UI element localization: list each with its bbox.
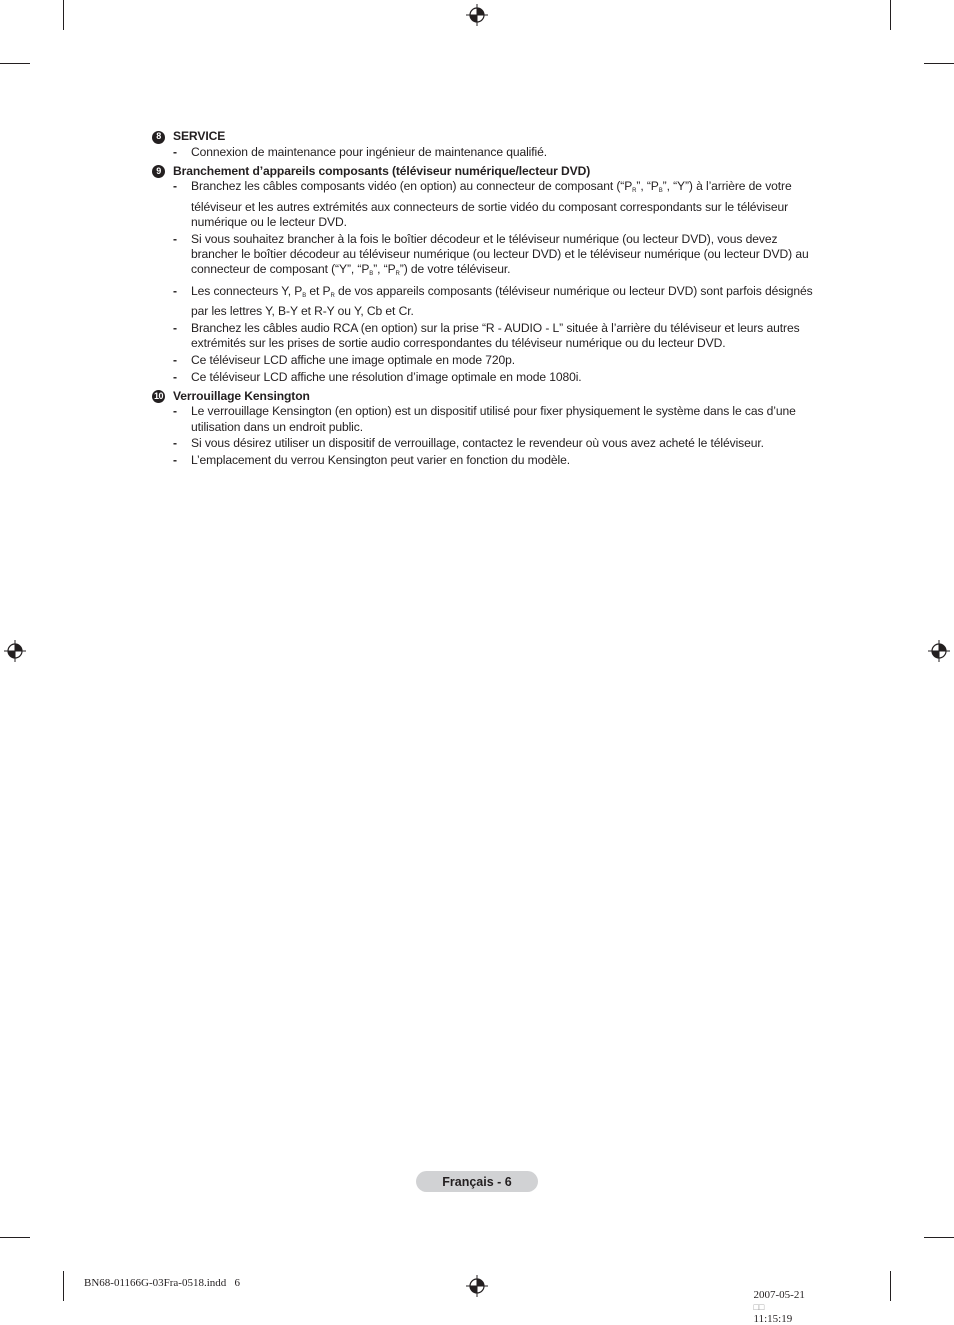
list-item xyxy=(173,453,827,468)
crop-mark-top-right-h xyxy=(924,63,954,64)
page-number-label: Français - 6 xyxy=(416,1171,538,1192)
registration-mark-bottom-icon xyxy=(466,1275,488,1297)
list-item xyxy=(173,179,827,230)
section-title: Branchement d’appareils composants (téléviseur numérique/lecteur DVD) xyxy=(173,163,591,178)
list-item-text: Ce téléviseur LCD affiche une image optimale en mode 720p. xyxy=(191,353,516,368)
manual-content xyxy=(152,129,827,472)
list-item xyxy=(173,370,827,385)
list-item-text: L’emplacement du verrou Kensington peut varier en fonction du modèle. xyxy=(191,453,570,468)
crop-mark-bottom-left xyxy=(63,1271,64,1301)
list-item-text: Connexion de maintenance pour ingénieur de maintenance qualifié. xyxy=(191,145,547,159)
section-title: SERVICE xyxy=(173,129,226,144)
crop-mark-top-right xyxy=(890,0,891,30)
crop-mark-top-left xyxy=(63,0,64,30)
bullet-dash: - xyxy=(173,321,177,336)
section-heading xyxy=(152,129,827,145)
section-number-badge: 9 xyxy=(152,165,165,178)
list-item-text: Si vous souhaitez brancher à la fois le boîtier décodeur et le téléviseur numérique (ou lecteur DVD), vous devez brancher le boîtier décodeur au téléviseur numérique (ou lecteur DVD) et le téléviseur numérique (ou lecteur DVD) au connecteur de composant (“Y”, “$P_B$”, “$P_R$”) de votre téléviseur. xyxy=(191,231,809,278)
bullet-dash: - xyxy=(173,436,177,451)
section-number-badge: 8 xyxy=(152,131,165,144)
slug-datetime xyxy=(748,1277,805,1325)
list-item xyxy=(173,284,827,320)
bullet-dash: - xyxy=(173,179,177,194)
list-item xyxy=(173,232,827,283)
section-heading xyxy=(152,163,827,179)
bullet-dash: - xyxy=(173,231,177,246)
bullet-dash: - xyxy=(173,284,177,299)
section-service xyxy=(152,129,827,160)
registration-mark-right-icon xyxy=(928,640,950,662)
bullet-dash: - xyxy=(173,453,177,468)
list-item xyxy=(173,321,827,352)
list-item-text: Les connecteurs Y, $P_B$ et $P_R$ de vos appareils composants (téléviseur numérique ou lecteur DVD) sont parfois désignés par les lettres Y, B-Y et R-Y ou Y, Cb et Cr. xyxy=(191,284,813,319)
list-item-text: Ce téléviseur LCD affiche une résolution d’image optimale en mode 1080i. xyxy=(191,370,582,385)
slug-date: 2007-05-21 xyxy=(753,1289,805,1301)
bullet-dash: - xyxy=(173,404,177,419)
bullet-dash: - xyxy=(173,370,177,385)
slug-filename: BN68-01166G-03Fra-0518.indd 6 xyxy=(84,1277,241,1289)
list-item-text: Le verrouillage Kensington (en option) est un dispositif utilisé pour fixer physiquement le système dans le cas d’une utilisation dans un endroit public. xyxy=(191,404,796,434)
bullet-dash: - xyxy=(173,145,177,159)
crop-mark-bottom-left-h xyxy=(0,1237,30,1238)
bullet-dash: - xyxy=(173,353,177,368)
crop-mark-top-left-h xyxy=(0,63,30,64)
registration-mark-left-icon xyxy=(4,640,26,662)
slug-unknown-glyphs: □□ xyxy=(753,1302,765,1312)
crop-mark-bottom-right xyxy=(890,1271,891,1301)
section-kensington-lock xyxy=(152,388,827,468)
list-item xyxy=(173,404,827,435)
section-heading xyxy=(152,388,827,404)
list-item xyxy=(173,145,827,160)
slug-time: 11:15:19 xyxy=(753,1313,793,1325)
section-component-connection xyxy=(152,163,827,385)
list-item-text: Branchez les câbles composants vidéo (en option) au connecteur de composant (“$P_R$”, “$P_B$”, “Y”) à l’arrière de votre téléviseur et les autres extrémités aux connecteurs de sortie vidéo du composant correspondants sur le téléviseur numérique ou le lecteur DVD. xyxy=(191,179,792,229)
list-item-text: Branchez les câbles audio RCA (en option) sur la prise “R - AUDIO - L” située à l’arrière du téléviseur et leurs autres extrémités sur les prises de sortie audio correspondantes du téléviseur numérique ou du lecteur DVD. xyxy=(191,321,800,351)
section-number-badge: 10 xyxy=(152,390,165,403)
list-item-text: Si vous désirez utiliser un dispositif de verrouillage, contactez le revendeur où vous avez acheté le téléviseur. xyxy=(191,436,764,451)
registration-mark-top-icon xyxy=(466,4,488,26)
list-item xyxy=(173,436,827,451)
crop-mark-bottom-right-h xyxy=(924,1237,954,1238)
section-title: Verrouillage Kensington xyxy=(173,388,310,403)
list-item xyxy=(173,353,827,368)
